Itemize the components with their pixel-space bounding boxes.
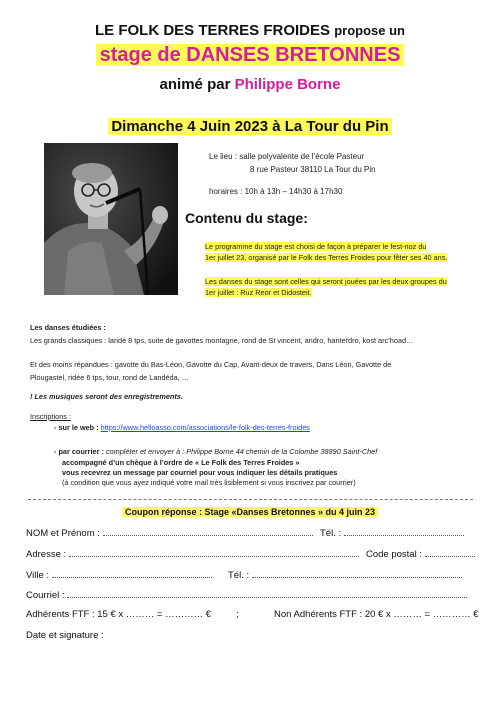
stage-title: stage de DANSES BRETONNES bbox=[96, 44, 405, 66]
web-prefix: - sur le web : bbox=[54, 423, 99, 432]
courrier-prefix: - par courrier : bbox=[54, 447, 104, 456]
danses-moins-line1: Et des moins répandues : gavotte du Bas-Léon, Gavotte du Cap, Avant-deux de travers, Dans Léon, Gavotte de bbox=[30, 360, 392, 369]
header-line2 bbox=[0, 44, 500, 67]
tel2-dots bbox=[252, 569, 462, 578]
adresse-field[interactable] bbox=[26, 548, 359, 560]
venue-line1: Le lieu : salle polyvalente de l’école Pasteur bbox=[209, 152, 365, 161]
coupon-title-text: Coupon réponse : Stage «Danses Bretonnes » du 4 juin 23 bbox=[122, 507, 378, 517]
ville-label: Ville : bbox=[26, 570, 50, 581]
contenu-paragraph-2 bbox=[205, 276, 480, 298]
danses-moins-line2: Plougastel, ridée 6 tps, tour, rond de Landéda, … bbox=[30, 373, 190, 382]
ville-field[interactable] bbox=[26, 569, 212, 581]
date-signature: Date et signature : bbox=[26, 630, 104, 641]
code-postal-field[interactable] bbox=[366, 548, 475, 560]
performer-photo bbox=[44, 143, 178, 295]
courriel-dots bbox=[67, 589, 467, 598]
helloasso-link[interactable]: https://www.helloasso.com/associations/le-folk-des-terres-froides bbox=[100, 423, 310, 432]
teacher-name: Philippe Borne bbox=[234, 76, 341, 93]
code-postal-dots bbox=[425, 548, 475, 557]
tel2-label: Tél. : bbox=[228, 570, 250, 581]
adresse-label: Adresse : bbox=[26, 549, 67, 560]
contenu-paragraph-1 bbox=[205, 241, 480, 263]
danses-classiques: Les grands classiques : laridé 8 tps, suite de gavottes montagne, rond de St vincent, andro, hanterdro, kost arc’hoad… bbox=[30, 336, 414, 345]
courrier-cheque: accompagné d’un chèque à l’ordre de « Le Folk des Terres Froides » bbox=[62, 458, 300, 467]
inscriptions-heading: Inscriptions : bbox=[30, 412, 71, 421]
courriel-field[interactable] bbox=[26, 589, 467, 601]
tel-dots bbox=[344, 527, 464, 536]
contenu-p2-line2: 1er juillet : Ruz Reor et Didosteit. bbox=[205, 288, 312, 297]
contenu-p1-line1: Le programme du stage est choisi de façon à préparer le fest-noz du bbox=[205, 242, 427, 251]
inscription-courrier bbox=[54, 446, 377, 457]
inscription-web bbox=[54, 422, 310, 433]
courrier-condition: (à condition que vous ayez indiqué votre mail très lisiblement si vous inscrivez par courrier) bbox=[62, 478, 356, 487]
contenu-heading: Contenu du stage: bbox=[185, 210, 308, 226]
tel-label: Tél. : bbox=[320, 528, 342, 539]
musiques-note: ! Les musiques seront des enregistrements. bbox=[30, 392, 183, 401]
adherents-label: Adhérents FTF : 15 € x ……… = ………… € bbox=[26, 609, 212, 620]
event-date-text: Dimanche 4 Juin 2023 à La Tour du Pin bbox=[108, 118, 391, 135]
price-separator: ; bbox=[236, 609, 239, 620]
org-name: LE FOLK DES TERRES FROIDES bbox=[95, 22, 331, 39]
tel2-field[interactable] bbox=[228, 569, 462, 581]
coupon-title bbox=[0, 507, 500, 517]
courrier-message: vous recevrez un message par courriel pour vous indiquer les détails pratiques bbox=[62, 468, 338, 477]
header-line3 bbox=[0, 76, 500, 93]
header-line1 bbox=[0, 22, 500, 39]
code-postal-label: Code postal : bbox=[366, 549, 422, 560]
horaires: horaires : 10h à 13h – 14h30 à 17h30 bbox=[209, 187, 343, 196]
nom-label: NOM et Prénom : bbox=[26, 528, 100, 539]
event-date bbox=[0, 118, 500, 136]
header-propose: propose un bbox=[334, 23, 405, 38]
contenu-p2-line1: Les danses du stage sont celles qui seront jouées par les deux groupes du bbox=[205, 277, 447, 286]
nom-field[interactable] bbox=[26, 527, 313, 539]
ville-dots bbox=[52, 569, 212, 578]
non-adherents-label: Non Adhérents FTF : 20 € x ……… = ………… € bbox=[274, 609, 479, 620]
nom-dots bbox=[103, 527, 313, 536]
adresse-dots bbox=[69, 548, 359, 557]
non-adherents-field[interactable] bbox=[274, 609, 479, 620]
contenu-p1-line2: 1er juillet 23, organisé par le Folk des Terres Froides pour fêter ses 40 ans. bbox=[205, 253, 448, 262]
anime-par: animé par bbox=[159, 76, 231, 93]
courrier-address: compléter et envoyer à : Philippe Borne 44 chemin de la Colombe 38890 Saint-Chef bbox=[105, 447, 378, 456]
danses-heading: Les danses étudiées : bbox=[30, 323, 106, 332]
venue-line2: 8 rue Pasteur 38110 La Tour du Pin bbox=[250, 165, 376, 174]
adherents-field[interactable] bbox=[26, 609, 211, 620]
cut-line bbox=[28, 499, 473, 500]
courriel-label: Courriel : bbox=[26, 590, 65, 601]
tel-field[interactable] bbox=[320, 527, 464, 539]
